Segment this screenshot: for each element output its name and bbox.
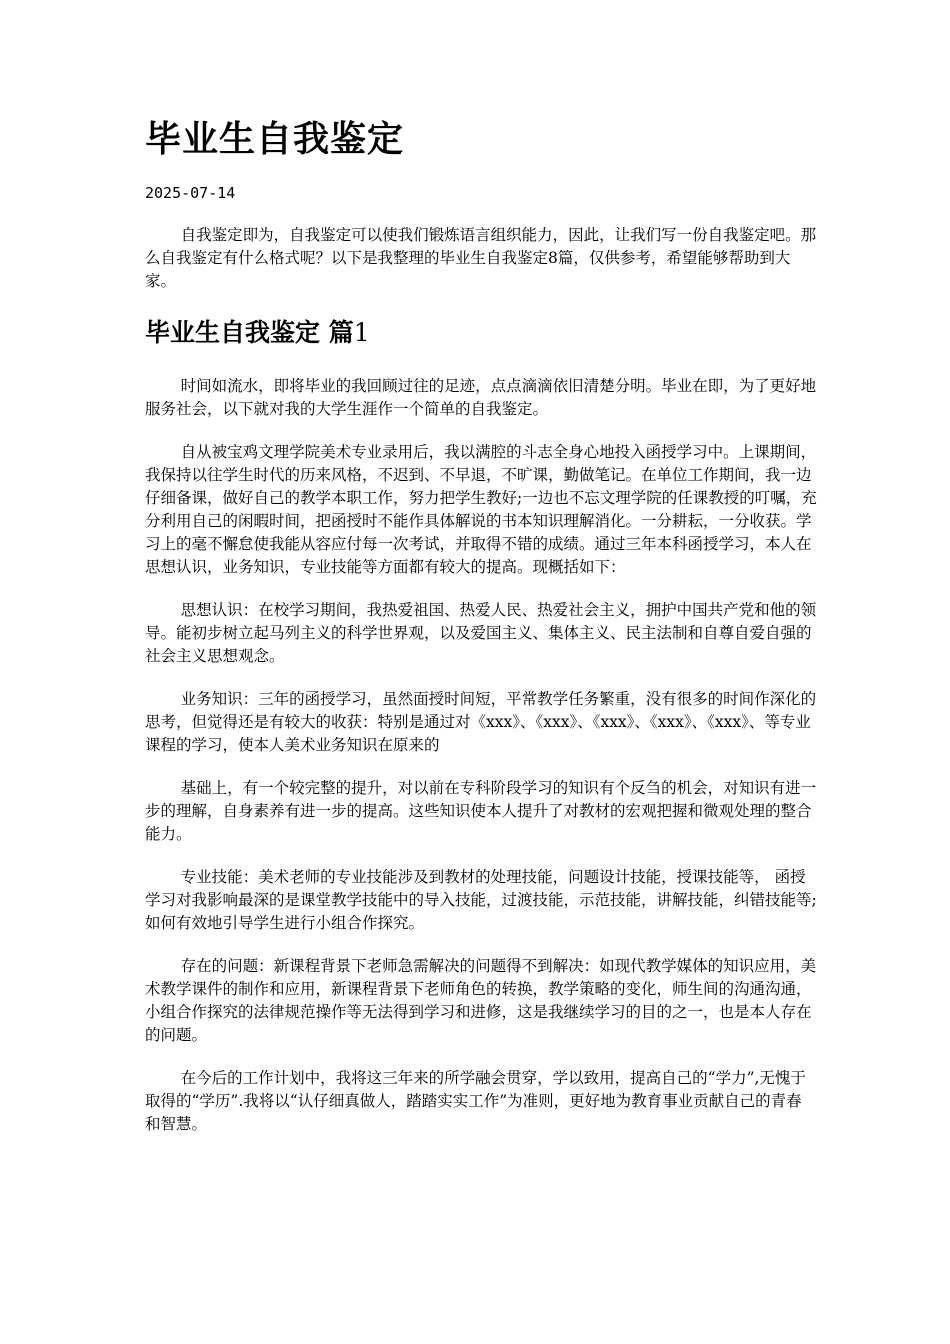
intro-paragraph: 自我鉴定即为，自我鉴定可以使我们锻炼语言组织能力，因此，让我们写一份自我鉴定吧。那么自我鉴定有什么格式呢？以下是我整理的毕业生自我鉴定8篇，仅供参考，希望能够帮助到大家。 xyxy=(145,226,817,290)
document-page xyxy=(145,112,817,1156)
body-paragraph: 业务知识：三年的函授学习，虽然面授时间短，平常教学任务繁重，没有很多的时间作深化的思考，但觉得还是有较大的收获：特别是通过对《xxx》、《xxx》、《xxx》、《xxx》、《xxx》、等专业课程的学习，使本人美术业务知识在原来的 xyxy=(145,690,817,754)
document-date: 2025-07-14 xyxy=(145,184,236,202)
body-paragraph: 存在的问题：新课程背景下老师急需解决的问题得不到解决：如现代教学媒体的知识应用，美术教学课件的制作和应用，新课程背景下老师角色的转换，教学策略的变化，师生间的沟通沟通，小组合作探究的法律规范操作等无法得到学习和进修，这是我继续学习的目的之一，也是本人存在的问题。 xyxy=(145,957,817,1044)
body-paragraph: 基础上，有一个较完整的提升，对以前在专科阶段学习的知识有个反刍的机会，对知识有进一步的理解，自身素养有进一步的提高。这些知识使本人提升了对教材的宏观把握和微观处理的整合能力。 xyxy=(145,779,817,843)
body-paragraph: 自从被宝鸡文理学院美术专业录用后，我以满腔的斗志全身心地投入函授学习中。上课期间，我保持以往学生时代的历来风格，不迟到、不早退，不旷课，勤做笔记。在单位工作期间，我一边仔细备课，做好自己的教学本职工作，努力把学生教好;一边也不忘文理学院的任课教授的叮嘱，充分利用自己的闲暇时间，把函授时不能作具体解说的书本知识理解消化。一分耕耘，一分收获。学习上的毫不懈怠使我能从容应付每一次考试，并取得不错的成绩。通过三年本科函授学习，本人在思想认识，业务知识，专业技能等方面都有较大的提高。现概括如下： xyxy=(145,443,817,576)
body-paragraph: 思想认识：在校学习期间，我热爱祖国、热爱人民、热爱社会主义，拥护中国共产党和他的领导。能初步树立起马列主义的科学世界观，以及爱国主义、集体主义、民主法制和自尊自爱自强的社会主义思想观念。 xyxy=(145,601,817,665)
section-heading-number: 1 xyxy=(353,318,370,347)
body-paragraph: 在今后的工作计划中，我将这三年来的所学融会贯穿，学以致用，提高自己的“学力”,无愧于取得的“学历”.我将以“认仔细真做人，踏踏实实工作”为准则，更好地为教育事业贡献自己的青春和智慧。 xyxy=(145,1069,806,1133)
section-heading-text: 毕业生自我鉴定 篇 xyxy=(145,318,354,347)
section-heading xyxy=(145,313,817,353)
body-paragraph: 时间如流水，即将毕业的我回顾过往的足迹，点点滴滴依旧清楚分明。毕业在即，为了更好地服务社会，以下就对我的大学生涯作一个简单的自我鉴定。 xyxy=(145,377,817,418)
document-title: 毕业生自我鉴定 xyxy=(145,119,405,160)
body-paragraph: 专业技能：美术老师的专业技能涉及到教材的处理技能，问题设计技能，授课技能等， 函授学习对我影响最深的是课堂教学技能中的导入技能，过渡技能，示范技能，讲解技能，纠错技能等;如何有效地引导学生进行小组合作探究。 xyxy=(145,868,817,932)
